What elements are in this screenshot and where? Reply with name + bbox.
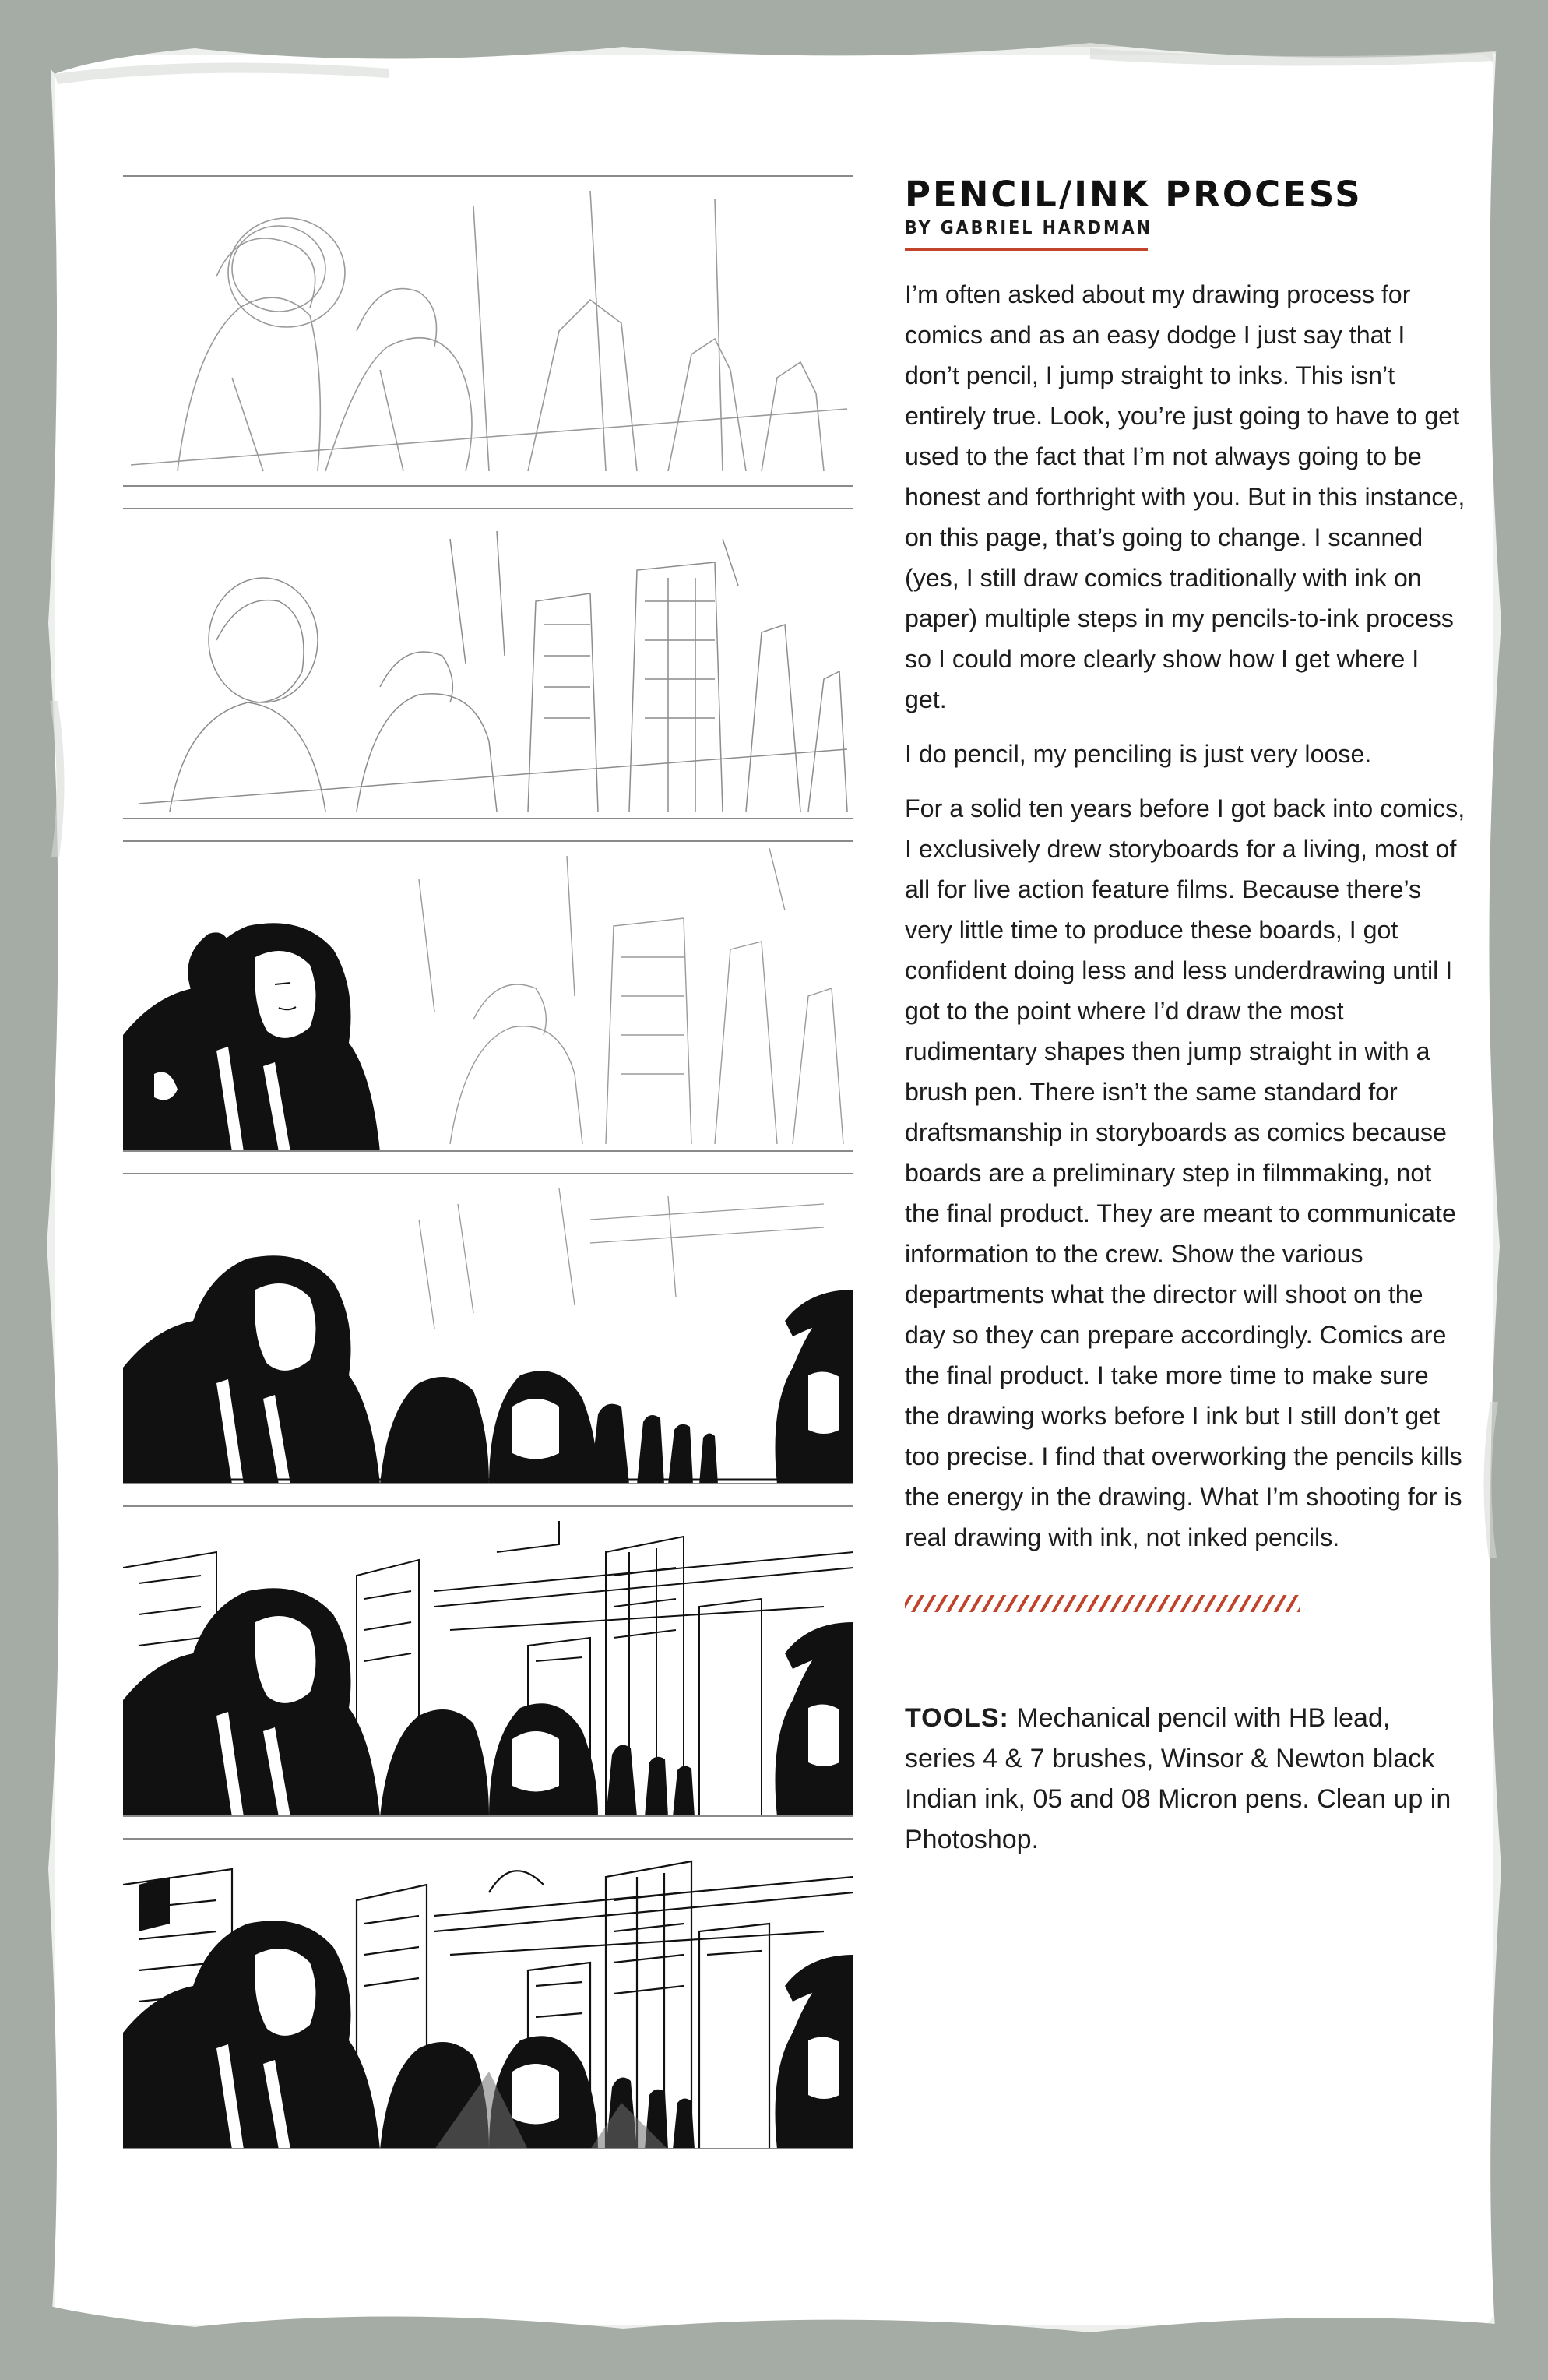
tools-text: Mechanical pencil with HB lead, series 4 & 7 brushes, Winsor & Newton black Indian ink, 05 and 08 Micron pens. Clean up in Photoshop.: [905, 1703, 1451, 1854]
panel-frame: [123, 175, 853, 487]
article-byline: BY GABRIEL HARDMAN: [905, 217, 1148, 251]
hatched-divider: [905, 1595, 1300, 1612]
article-paragraph-2: I do pencil, my penciling is just very loose.: [905, 740, 1372, 768]
panel-frame: [123, 1505, 853, 1817]
article: [905, 173, 1465, 1860]
panel-frame: [123, 508, 853, 819]
article-paragraph-3: For a solid ten years before I got back into comics, I exclusively drew storyboards for a living, most of all for live action feature films. Because there’s very little time to produce these boards, I got confident doing less and less underdrawing until I got to the point where I’d draw the most rudimentary shapes then jump straight in with a brush pen. There isn’t the same standard for draftsmanship in storyboards as comics because boards are a preliminary step in filmmaking, not the final product. They are meant to communicate information to the crew. Show the various departments what the director will shoot on the day so they can prepare accordingly. Comics are the final product. I take more time to make sure the drawing works before I ink but I still don’t get too precise. I find that overworking the pencils kills the energy in the drawing. What I’m shooting for is real drawing with ink, not inked pencils.: [905, 794, 1465, 1551]
article-paragraph-1: I’m often asked about my drawing process for comics and as an easy dodge I just say that I don’t pencil, I jump straight to inks. This isn’t entirely true. Look, you’re just going to have to get used to the fact that I’m not always going to be honest and forthright with you. But in this instance, on this page, that’s going to change. I scanned (yes, I still draw comics traditionally with ink on paper) multiple steps in my pencils-to-ink process so I could more clearly show how I get where I get.: [905, 280, 1465, 713]
article-title: PENCIL/INK PROCESS: [905, 174, 1363, 215]
panel-stage-5-background-inked: [123, 1505, 853, 1817]
panel-stage-6-final-inks: [123, 1838, 853, 2149]
tools-label: TOOLS:: [905, 1703, 1009, 1733]
panel-frame: [123, 1173, 853, 1484]
panel-frame: [123, 1838, 853, 2149]
panel-stage-1-rough-pencil: [123, 175, 853, 487]
panel-stage-3-figure-inked: [123, 840, 853, 1152]
panel-stage-2-tighter-pencil: [123, 508, 853, 819]
tools-note: [905, 1698, 1465, 1860]
process-panels: [123, 175, 853, 2171]
panel-stage-4-crowd-inked: [123, 1173, 853, 1484]
panel-frame: [123, 840, 853, 1152]
